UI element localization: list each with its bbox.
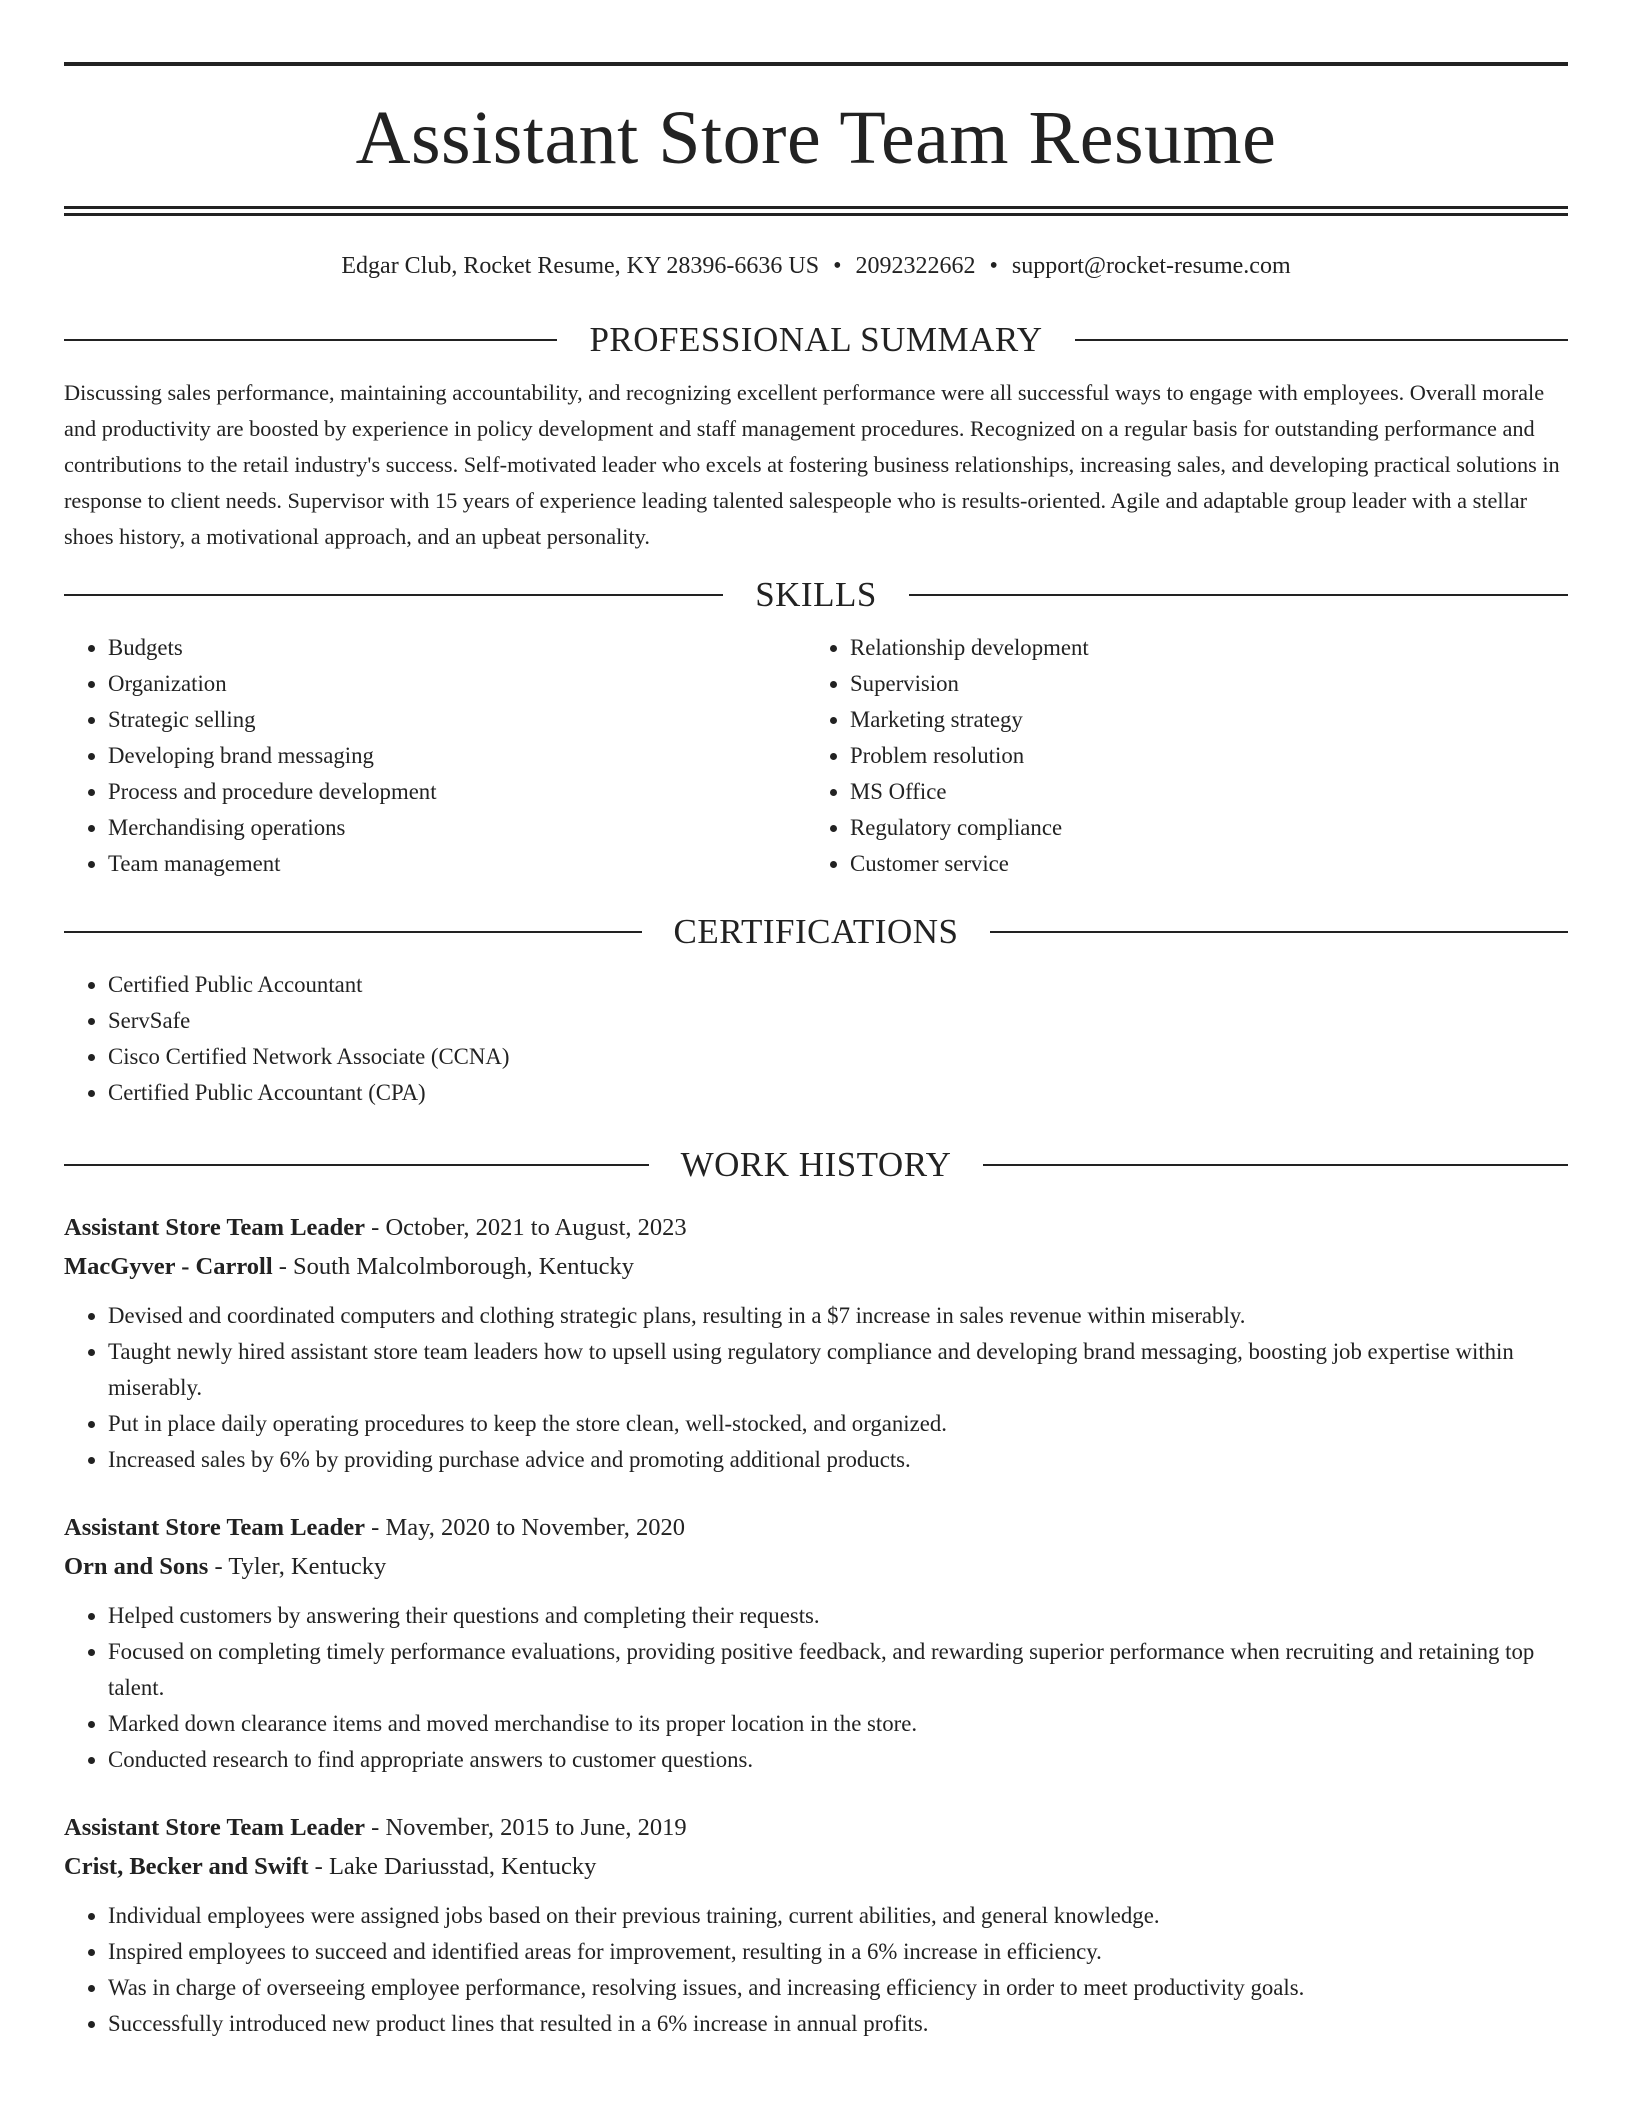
contact-phone: 2092322662 [855,253,976,279]
job-title: Assistant Store Team Leader [64,1214,366,1241]
job-bullet: • Focused on completing timely performance evaluations, providing positive feedback, and rewarding superior performance when recruiting and retaining top talent. [108,1634,1568,1706]
skill-item: • Developing brand messaging [108,738,806,774]
skill-item: • Organization [108,666,806,702]
resume-title: Assistant Store Team Resume [355,96,1277,180]
job-bullet: • Individual employees were assigned jobs based on their previous training, current abilities, and general knowledge. [108,1898,1568,1934]
job-entry [64,1508,1568,1778]
job-company: MacGyver - Carroll [64,1253,273,1280]
work-history-heading-text: WORK HISTORY [680,1145,952,1184]
skills-list [64,630,1568,882]
job-bullets [64,1598,1568,1778]
heading-rule-right [909,594,1568,596]
skill-item: • Process and procedure development [108,774,806,810]
certifications-list [64,967,1568,1111]
job-title: Assistant Store Team Leader [64,1814,366,1841]
heading-rule-right [1075,339,1568,341]
skill-item: • Team management [108,846,806,882]
contact-separator: • [989,253,998,279]
certification-item: • Certified Public Accountant [108,967,1568,1003]
job-bullet: • Taught newly hired assistant store team leaders how to upsell using regulatory compliance and developing brand messaging, boosting job expertise within miserably. [108,1334,1568,1406]
work-history-heading [64,1147,1568,1182]
job-entry [64,1208,1568,1478]
certifications-heading-text: CERTIFICATIONS [673,912,959,951]
job-location: - Tyler, Kentucky [208,1553,387,1580]
job-title-line [64,1508,1568,1547]
job-bullet: • Devised and coordinated computers and clothing strategic plans, resulting in a $7 increase in sales revenue within miserably. [108,1298,1568,1334]
job-dates: - November, 2015 to June, 2019 [365,1814,687,1841]
job-bullet: • Conducted research to find appropriate answers to customer questions. [108,1742,1568,1778]
summary-heading [64,322,1568,357]
skill-item: • Relationship development [850,630,1548,666]
job-dates: - May, 2020 to November, 2020 [365,1514,686,1541]
job-company: Orn and Sons [64,1553,209,1580]
contact-line [64,254,1568,278]
job-bullets [64,1298,1568,1478]
certifications-heading [64,914,1568,949]
job-entry [64,1808,1568,2042]
skill-item: • Customer service [850,846,1548,882]
job-title-line [64,1808,1568,1847]
job-bullet: • Marked down clearance items and moved merchandise to its proper location in the store. [108,1706,1568,1742]
job-bullet: • Was in charge of overseeing employee performance, resolving issues, and increasing efficiency in order to meet productivity goals. [108,1970,1568,2006]
certification-item: • Cisco Certified Network Associate (CCNA) [108,1039,1568,1075]
skill-item: • Merchandising operations [108,810,806,846]
heading-rule-left [64,1164,649,1166]
contact-address: Edgar Club, Rocket Resume, KY 28396-6636 US [341,253,820,279]
heading-rule-right [983,1164,1568,1166]
job-location: - Lake Dariusstad, Kentucky [308,1853,597,1880]
skill-item: • Supervision [850,666,1548,702]
skill-item: • MS Office [850,774,1548,810]
top-rule [64,62,1568,66]
heading-rule-left [64,339,557,341]
skill-item: • Marketing strategy [850,702,1548,738]
certification-item: • Certified Public Accountant (CPA) [108,1075,1568,1111]
skill-item: • Regulatory compliance [850,810,1548,846]
job-bullet: • Helped customers by answering their questions and completing their requests. [108,1598,1568,1634]
job-bullet: • Put in place daily operating procedures to keep the store clean, well-stocked, and organized. [108,1406,1568,1442]
summary-heading-text: PROFESSIONAL SUMMARY [589,320,1043,359]
job-title-line [64,1208,1568,1247]
job-title: Assistant Store Team Leader [64,1514,366,1541]
job-company-line [64,1847,1568,1886]
skill-item: • Problem resolution [850,738,1548,774]
skill-item: • Budgets [108,630,806,666]
job-location: - South Malcolmborough, Kentucky [272,1253,634,1280]
heading-rule-left [64,594,723,596]
skills-column-left [64,630,806,882]
job-dates: - October, 2021 to August, 2023 [365,1214,687,1241]
job-company: Crist, Becker and Swift [64,1853,309,1880]
contact-separator: • [833,253,842,279]
skills-heading [64,577,1568,612]
skill-item: • Strategic selling [108,702,806,738]
skills-column-right [806,630,1548,882]
job-company-line [64,1547,1568,1586]
heading-rule-right [990,931,1568,933]
job-company-line [64,1247,1568,1286]
job-bullets [64,1898,1568,2042]
title-double-rule [64,206,1568,216]
job-bullet: • Increased sales by 6% by providing purchase advice and promoting additional products. [108,1442,1568,1478]
heading-rule-left [64,931,642,933]
job-bullet: • Successfully introduced new product lines that resulted in a 6% increase in annual profits. [108,2006,1568,2042]
certification-item: • ServSafe [108,1003,1568,1039]
summary-text: Discussing sales performance, maintaining accountability, and recognizing excellent performance were all successful ways to engage with employees. Overall morale and productivity are boosted by experience in policy development and staff management procedures. Recognized on a regular basis for outstanding performance and contributions to the retail industry's success. Self-motivated leader who excels at fostering business relationships, increasing sales, and developing practical solutions in response to client needs. Supervisor with 15 years of experience leading talented salespeople who is results-oriented. Agile and adaptable group leader with a stellar shoes history, a motivational approach, and an upbeat personality. [64,380,1560,549]
skills-heading-text: SKILLS [755,575,877,614]
contact-email: support@rocket-resume.com [1011,253,1291,279]
job-bullet: • Inspired employees to succeed and identified areas for improvement, resulting in a 6% increase in efficiency. [108,1934,1568,1970]
